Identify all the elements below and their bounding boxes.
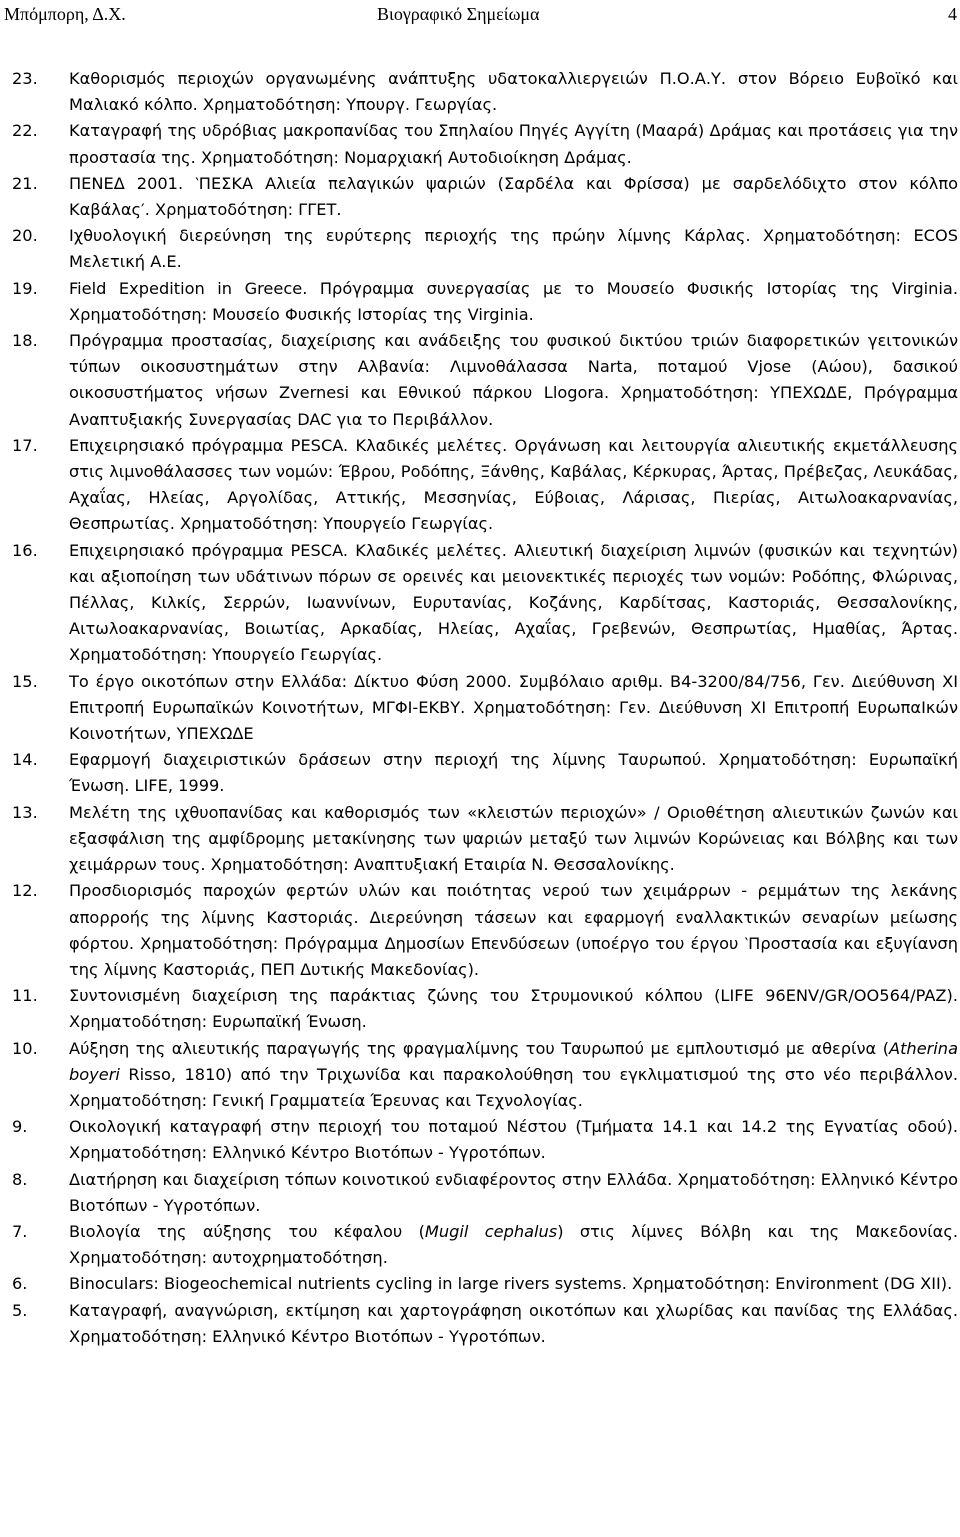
entry-text <box>69 171 958 223</box>
project-entry <box>12 223 958 275</box>
project-entry <box>12 171 958 223</box>
entry-text-segment: ) στις λίμνες Βόλβη και της Μακεδονίας. Χρηματοδότηση: αυτοχρηματοδότηση. <box>69 1221 958 1268</box>
entry-text-segment: Αύξηση της αλιευτικής παραγωγής της φραγμαλίμνης του Ταυρωπού με εμπλουτισμό με αθερίνα ( <box>69 1038 890 1058</box>
entry-number: 17. <box>12 435 38 455</box>
entry-number: 12. <box>12 881 38 901</box>
project-entry <box>12 433 958 538</box>
entry-number: 20. <box>12 226 38 246</box>
project-entry <box>12 1271 958 1297</box>
entry-text-segment: Επιχειρησιακό πρόγραμμα PESCA. Κλαδικές μελέτες. Οργάνωση και λειτουργία αλιευτικής εκμετάλλευσης στις λιμνοθάλασσες των νομών: Έβρου, Ροδόπης, Ξάνθης, Καβάλας, Κέρκυρας, Άρτας, Πρέβεζας, Λευκάδας, Αχαΐας, Ηλείας, Αργολίδας, Αττικής, Μεσσηνίας, Εύβοιας, Λάρισας, Πιερίας, Αιτωλοακαρνανίας, Θεσπρωτίας. Χρηματοδότηση: Υπουργείο Γεωργίας. <box>69 435 958 534</box>
entry-text-segment: Οικολογική καταγραφή στην περιοχή του ποταμού Νέστου (Τμήματα 14.1 και 14.2 της Εγνατίας οδού). Χρηματοδότηση: Ελληνικό Κέντρο Βιοτόπων - Υγροτόπων. <box>69 1117 958 1163</box>
entry-text-segment: Binoculars: Biogeochemical nutrients cycling in large rivers systems. Χρηματοδότηση: Environment (DG XII). <box>69 1274 953 1294</box>
entry-number: 11. <box>12 986 38 1006</box>
entry-number: 15. <box>12 671 38 691</box>
entry-text-segment: Το έργο οικοτόπων στην Ελλάδα: Δίκτυο Φύση 2000. Συμβόλαιο αριθμ. B4-3200/84/756, Γεν. Διεύθυνση XI Επιτροπή Ευρωπαϊκών Κοινοτήτων, ΜΓΦΙ-ΕΚΒΥ. Χρηματοδότηση: Γεν. Διεύθυνση XI Επιτροπή ΕυρωπαΙκών Κοινοτήτων, ΥΠΕΧΩΔΕ <box>69 671 958 744</box>
entry-text <box>69 800 958 879</box>
entry-text-segment: Προσδιορισμός παροχών φερτών υλών και ποιότητας νερού των χειμάρρων - ρεμμάτων της λεκάνης απορροής της λίμνης Καστοριάς. Διερεύνηση τάσεων και εφαρμογή εναλλακτικών σεναρίων μείωσης φόρτου. Χρηματοδότηση: Πρόγραμμα Δημοσίων Επενδύσεων (υποέργο του έργου ‵Προστασία και εξυγίανση της λίμνης Καστοριάς, ΠΕΠ Δυτικής Μακεδονίας). <box>69 881 958 979</box>
species-name: Atherina boyeri <box>69 1038 958 1084</box>
entry-number: 18. <box>12 331 38 351</box>
entry-text-segment: Καθορισμός περιοχών οργανωμένης ανάπτυξης υδατοκαλλιεργειών Π.Ο.Α.Υ. στον Βόρειο Ευβοϊκό και Μαλιακό κόλπο. Χρηματοδότηση: Υπουργ. Γεωργίας. <box>69 69 958 115</box>
entry-text <box>69 983 958 1035</box>
project-entry <box>12 1298 958 1350</box>
entry-text-segment: Συντονισμένη διαχείριση της παράκτιας ζώνης του Στρυμονικού κόλπου (LIFE 96ENV/GR/OO564/PAZ). Χρηματοδότηση: Ευρωπαϊκή Ένωση. <box>69 986 958 1032</box>
entry-text <box>69 328 958 433</box>
entry-text-segment: Διατήρηση και διαχείριση τόπων κοινοτικού ενδιαφέροντος στην Ελλάδα. Χρηματοδότηση: Ελληνικό Κέντρο Βιοτόπων - Υγροτόπων. <box>69 1169 958 1215</box>
entry-text <box>69 669 958 748</box>
page-header <box>0 0 960 26</box>
entry-number: 13. <box>12 802 38 822</box>
entry-text <box>69 1219 958 1271</box>
entry-text-segment: Επιχειρησιακό πρόγραμμα PESCA. Κλαδικές μελέτες. Αλιευτική διαχείριση λιμνών (φυσικών και τεχνητών) και αξιοποίηση των υδάτινων πόρων σε ορεινές και μειονεκτικές περιοχές των νομών: Ροδόπης, Φλώρινας, Πέλλας, Κιλκίς, Σερρών, Ιωαννίνων, Ευρυτανίας, Κοζάνης, Καρδίτσας, Καστοριάς, Θεσσαλονίκης, Αιτωλοακαρνανίας, Βοιωτίας, Αρκαδίας, Ηλείας, Αχαΐας, Γρεβενών, Θεσπρωτίας, Ημαθίας, Άρτας. Χρηματοδότηση: Υπουργείο Γεωργίας. <box>69 540 958 665</box>
project-entry <box>12 328 958 433</box>
entry-number: 6. <box>12 1274 28 1294</box>
entry-text-segment: Μελέτη της ιχθυοπανίδας και καθορισμός των «κλειστών περιοχών» / Οριοθέτηση αλιευτικών ζωνών και εξασφάλιση της αμφίδρομης μετακίνησης των ψαριών μεταξύ των λιμνών Κορώνειας και Βόλβης και των χειμάρρων τους. Χρηματοδότηση: Αναπτυξιακή Εταιρία Ν. Θεσσαλονίκης. <box>69 802 958 875</box>
entry-text-segment: ΠΕΝΕΔ 2001. ‵ΠΕΣΚΑ Αλιεία πελαγικών ψαριών (Σαρδέλα και Φρίσσα) με σαρδελόδιχτο στον κόλπο Καβάλας′. Χρηματοδότηση: ΓΓΕΤ. <box>69 173 958 220</box>
entry-number: 16. <box>12 540 38 560</box>
project-entry <box>12 800 958 879</box>
entry-text <box>69 1036 958 1115</box>
entry-text-segment: Καταγραφή, αναγνώριση, εκτίμηση και χαρτογράφηση οικοτόπων και χλωρίδας και πανίδας της Ελλάδας. Χρηματοδότηση: Ελληνικό Κέντρο Βιοτόπων - Υγροτόπων. <box>69 1300 958 1346</box>
entry-text-segment: Εφαρμογή διαχειριστικών δράσεων στην περιοχή της λίμνης Ταυρωπού. Χρηματοδότηση: Ευρωπαϊκή Ένωση. LIFE, 1999. <box>69 750 958 796</box>
entry-text-segment: Field Expedition in Greece. Πρόγραμμα συνεργασίας με το Μουσείο Φυσικής Ιστορίας της Virginia. Χρηματοδότηση: Μουσείο Φυσικής Ιστορίας της Virginia. <box>69 278 958 324</box>
project-entry <box>12 1114 958 1166</box>
project-entry <box>12 983 958 1035</box>
project-entry <box>12 118 958 170</box>
project-entry <box>12 538 958 669</box>
project-entry <box>12 747 958 799</box>
project-entry <box>12 276 958 328</box>
entry-text-segment: Καταγραφή της υδρόβιας μακροπανίδας του Σπηλαίου Πηγές Αγγίτη (Μααρά) Δράμας και προτάσεις για την προστασία της. Χρηματοδότηση: Νομαρχιακή Αυτοδιοίκηση Δράμας. <box>69 121 958 167</box>
entry-text <box>69 1114 958 1166</box>
entry-text <box>69 118 958 170</box>
entry-text <box>69 747 958 799</box>
header-author: Μπόμπορη, Δ.Χ. <box>4 4 126 24</box>
entry-number: 22. <box>12 121 38 141</box>
entry-number: 14. <box>12 750 38 770</box>
header-title: Βιογραφικό Σημείωμα <box>377 4 540 24</box>
entry-text <box>69 1298 958 1350</box>
entry-number: 8. <box>12 1169 28 1189</box>
entry-text-segment: Ιχθυολογική διερεύνηση της ευρύτερης περιοχής της πρώην λίμνης Κάρλας. Χρηματοδότηση: ECOS Μελετική Α.Ε. <box>69 226 958 272</box>
entry-text <box>69 878 958 983</box>
entry-number: 10. <box>12 1038 38 1058</box>
project-entry <box>12 66 958 118</box>
entry-number: 7. <box>12 1221 28 1241</box>
entry-text <box>69 1167 958 1219</box>
project-list <box>12 66 958 1350</box>
entry-number: 19. <box>12 278 38 298</box>
species-name: Mugil cephalus <box>424 1221 558 1241</box>
entry-number: 5. <box>12 1300 28 1320</box>
project-entry <box>12 1167 958 1219</box>
project-entry <box>12 669 958 748</box>
entry-text-segment: Βιολογία της αύξησης του κέφαλου ( <box>69 1221 425 1241</box>
header-page-number: 4 <box>948 4 957 24</box>
project-entry <box>12 1219 958 1271</box>
project-entry <box>12 1036 958 1115</box>
entry-text <box>69 66 958 118</box>
entry-text <box>69 433 958 538</box>
project-entry <box>12 878 958 983</box>
entry-text <box>69 223 958 275</box>
entry-number: 21. <box>12 173 38 193</box>
entry-text-segment: Πρόγραμμα προστασίας, διαχείρισης και ανάδειξης του φυσικού δικτύου τριών διαφορετικών γειτονικών τύπων οικοσυστημάτων στην Αλβανία: Λιμνοθάλασσα Narta, ποταμού Vjose (Αώου), δασικού οικοσυστήματος νήσων Zvernesi και Εθνικού πάρκου Llogora. Χρηματοδότηση: ΥΠΕΧΩΔΕ, Πρόγραμμα Αναπτυξιακής Συνεργασίας DAC για το Περιβάλλον. <box>69 331 958 429</box>
entry-text <box>69 276 958 328</box>
entry-number: 23. <box>12 69 38 88</box>
entry-text <box>69 1271 958 1297</box>
entry-text-segment: Risso, 1810) από την Τριχωνίδα και παρακολούθηση του εγκλιματισμού της στο νέο περιβάλλον. Χρηματοδότηση: Γενική Γραμματεία Έρευνας και Τεχνολογίας. <box>69 1064 958 1110</box>
entry-text <box>69 538 958 669</box>
entry-number: 9. <box>12 1117 28 1137</box>
